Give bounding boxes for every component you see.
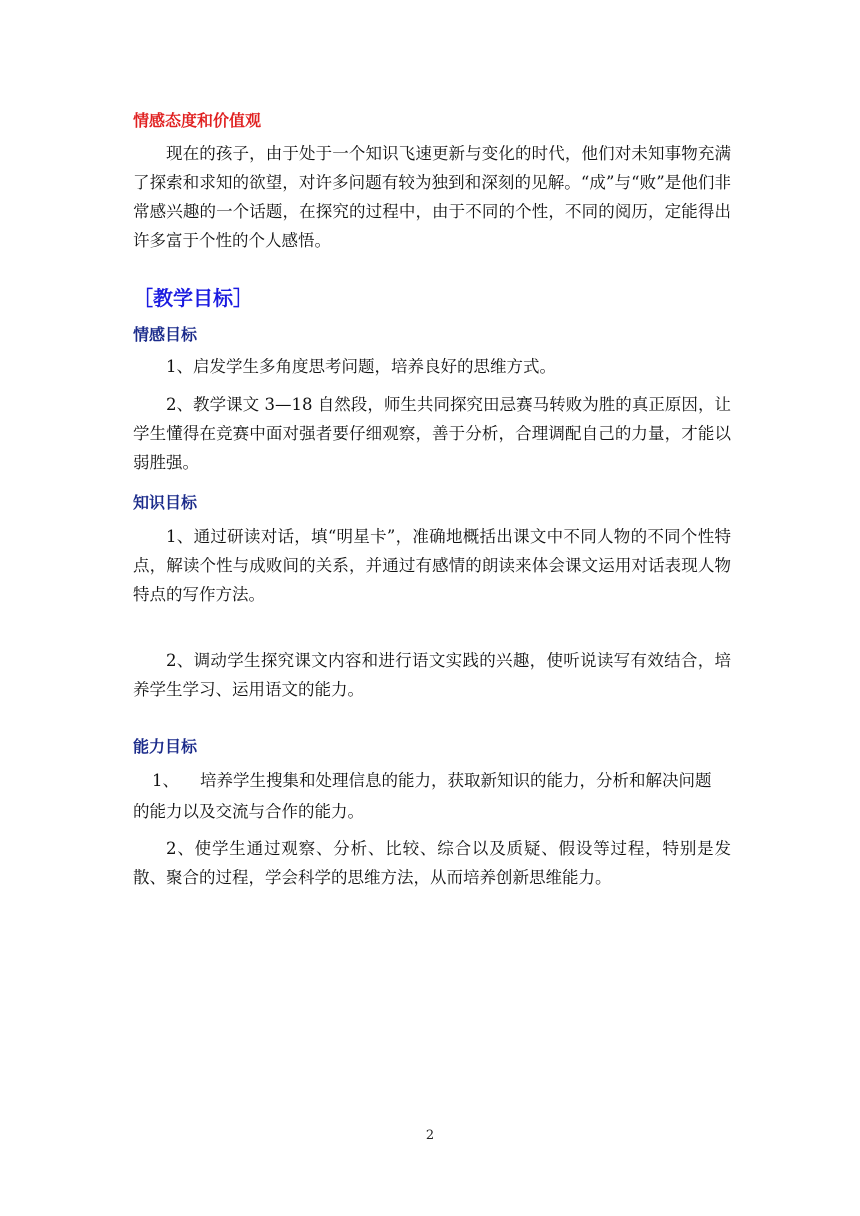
section-title-teaching-goals: ［教学目标］ — [133, 286, 253, 310]
ability-goal-item-2: 2、使学生通过观察、分析、比较、综合以及质疑、假设等过程，特别是发散、聚合的过程，学会科学的思维方法，从而培养创新思维能力。 — [133, 839, 731, 887]
knowledge-goal-item-2: 2、调动学生探究课文内容和进行语文实践的兴趣，使听说读写有效结合，培养学生学习、运用语文的能力。 — [133, 651, 731, 699]
ability-goals-heading: 能力目标 — [133, 737, 198, 756]
emotion-goals-heading: 情感目标 — [133, 325, 198, 344]
attitude-heading: 情感态度和价值观 — [133, 111, 262, 130]
page-number: 2 — [425, 1128, 435, 1143]
knowledge-goals-heading: 知识目标 — [133, 493, 198, 512]
ability-goal-item-1-text: 培养学生搜集和处理信息的能力，获取新知识的能力，分析和解决问题 — [200, 771, 712, 790]
knowledge-goal-item-1: 1、通过研读对话，填“明星卡”，准确地概括出课文中不同人物的不同个性特点，解读个性与成败间的关系，并通过有感情的朗读来体会课文运用对话表现人物特点的写作方法。 — [133, 527, 731, 604]
emotion-goal-item-2: 2、教学课文 3—18 自然段，师生共同探究田忌赛马转败为胜的真正原因，让学生懂得在竞赛中面对强者要仔细观察，善于分析，合理调配自己的力量，才能以弱胜强。 — [133, 395, 731, 472]
emotion-goal-item-1: 1、启发学生多角度思考问题，培养良好的思维方式。 — [166, 357, 556, 376]
attitude-paragraph: 现在的孩子，由于处于一个知识飞速更新与变化的时代，他们对未知事物充满了探索和求知的欲望，对许多问题有较为独到和深刻的见解。“成”与“败”是他们非常感兴趣的一个话题，在探究的过程中，由于不同的个性，不同的阅历，定能得出许多富于个性的个人感悟。 — [133, 144, 731, 250]
ability-goal-item-1-line-1 — [152, 766, 712, 795]
ability-goal-item-1-number: 1、 — [152, 771, 179, 790]
ability-goal-item-1-line-2: 的能力以及交流与合作的能力。 — [133, 802, 364, 821]
